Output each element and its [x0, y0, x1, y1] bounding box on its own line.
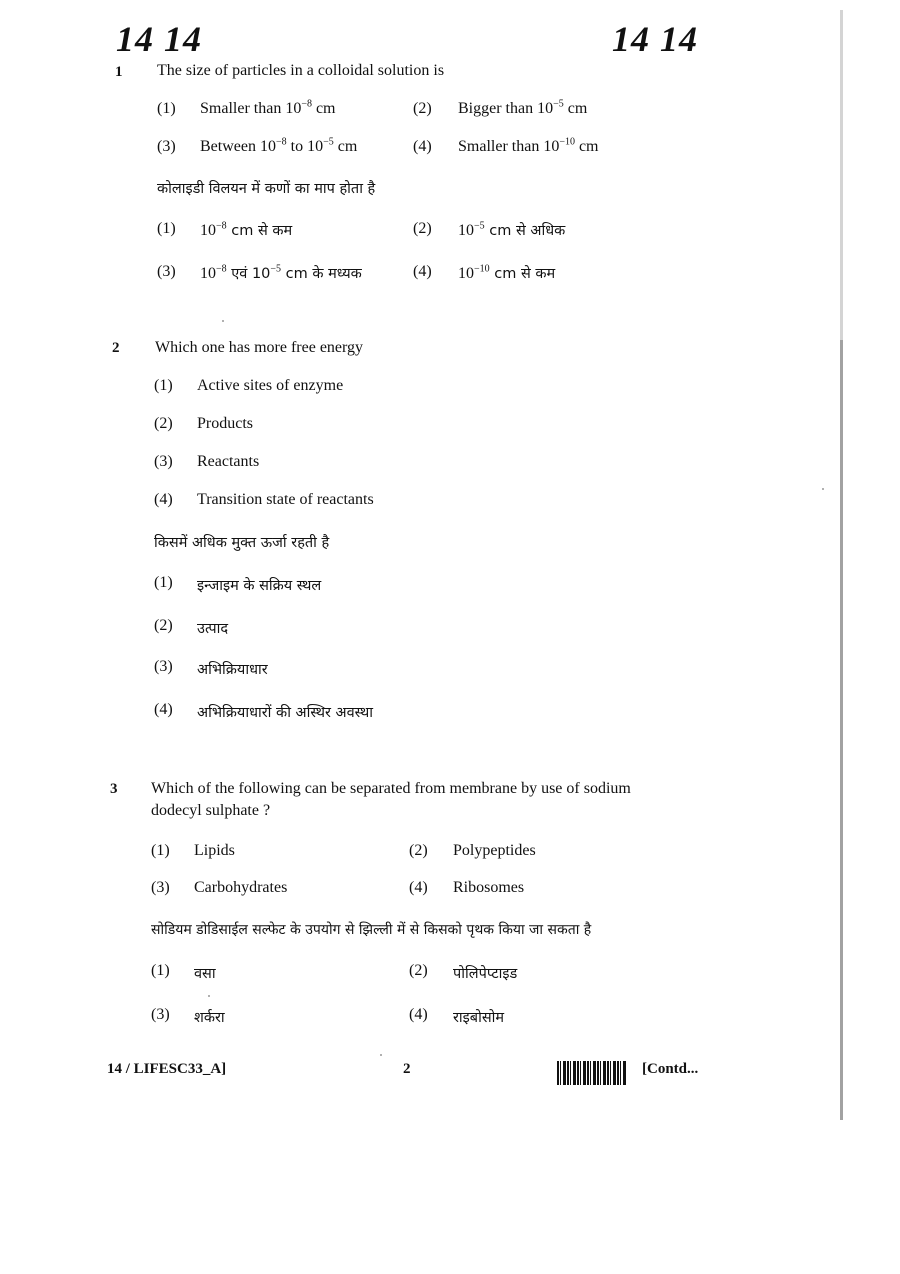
q1-hindi-option-2-text: $10^{-5}$ cm से अधिक	[458, 220, 566, 239]
question-2-text: Which one has more free energy	[155, 339, 364, 356]
q1-option-3-label: (3)	[157, 138, 176, 155]
scan-speck	[208, 995, 210, 997]
q2-hindi-option-4-text: अभिक्रियाधारों की अस्थिर अवस्था	[197, 705, 374, 721]
q2-option-1-label: (1)	[154, 377, 173, 394]
q1-hindi-option-3-text: $10^{-8}$ एवं $10^{-5}$ cm के मध्यक	[200, 263, 362, 282]
q2-hindi-option-1-label: (1)	[154, 574, 173, 591]
q1-option-3-text: Between $10^{-8}$ to $10^{-5}$ cm	[200, 136, 358, 155]
q3-option-3-label: (3)	[151, 879, 170, 896]
q1-hindi-option-1-text: $10^{-8}$ cm से कम	[200, 220, 293, 239]
scan-speck	[822, 488, 824, 490]
q2-hindi-option-1-text: इन्जाइम के सक्रिय स्थल	[197, 578, 322, 594]
q1-hindi-option-4-label: (4)	[413, 263, 432, 280]
q2-hindi-option-2-label: (2)	[154, 617, 173, 634]
q1-option-2-text: Bigger than $10^{-5}$ cm	[458, 98, 588, 117]
q3-hindi-option-2-label: (2)	[409, 962, 428, 979]
q3-option-4-label: (4)	[409, 879, 428, 896]
q2-hindi-option-4-label: (4)	[154, 701, 173, 718]
q1-option-4-text: Smaller than $10^{-10}$ cm	[458, 136, 599, 155]
question-1-number: 1	[115, 64, 123, 80]
q3-option-4-text: Ribosomes	[453, 879, 525, 896]
footer-page-number: 2	[403, 1061, 411, 1077]
q3-hindi-option-1-text: वसा	[194, 966, 216, 982]
scan-binding-edge	[840, 340, 843, 1120]
scan-speck	[222, 320, 224, 322]
question-3-text-line-1: Which of the following can be separated from membrane by use of sodium	[151, 780, 631, 797]
q1-hindi-text: कोलाइडी विलयन में कणों का माप होता है	[157, 181, 376, 197]
q2-hindi-option-3-label: (3)	[154, 658, 173, 675]
q2-option-4-label: (4)	[154, 491, 173, 508]
q3-hindi-option-4-label: (4)	[409, 1006, 428, 1023]
question-2-number: 2	[112, 340, 120, 356]
q2-option-4-text: Transition state of reactants	[197, 491, 374, 508]
q3-hindi-option-3-text: शर्करा	[194, 1010, 225, 1026]
footer-continued: [Contd...	[642, 1061, 699, 1077]
q1-hindi-option-1-label: (1)	[157, 220, 176, 237]
q3-option-1-label: (1)	[151, 842, 170, 859]
barcode-image	[557, 1061, 627, 1085]
q3-hindi-option-4-text: राइबोसोम	[453, 1010, 505, 1026]
q1-hindi-option-3-label: (3)	[157, 263, 176, 280]
scan-edge-line	[840, 10, 843, 340]
q2-option-1-text: Active sites of enzyme	[197, 377, 344, 394]
q3-hindi-option-2-text: पोलिपेप्टाइड	[453, 966, 518, 982]
q1-hindi-option-2-label: (2)	[413, 220, 432, 237]
q3-option-1-text: Lipids	[194, 842, 235, 859]
q2-hindi-option-3-text: अभिक्रियाधार	[197, 662, 268, 678]
scan-speck	[380, 1054, 382, 1056]
footer-paper-code: 14 / LIFESC33_A]	[107, 1061, 227, 1077]
question-1-text: The size of particles in a colloidal solution is	[157, 62, 445, 79]
q3-option-2-text: Polypeptides	[453, 842, 536, 859]
q1-option-1-label: (1)	[157, 100, 176, 117]
paper-code-left: 14 14	[116, 19, 202, 59]
q2-option-2-text: Products	[197, 415, 253, 432]
question-3-number: 3	[110, 781, 118, 797]
q2-option-3-text: Reactants	[197, 453, 260, 470]
q3-option-3-text: Carbohydrates	[194, 879, 288, 896]
q2-hindi-option-2-text: उत्पाद	[197, 621, 229, 637]
q2-hindi-text: किसमें अधिक मुक्त ऊर्जा रहती है	[154, 535, 330, 551]
q2-option-2-label: (2)	[154, 415, 173, 432]
q3-hindi-option-1-label: (1)	[151, 962, 170, 979]
paper-code-right: 14 14	[612, 19, 698, 59]
q3-hindi-text: सोडियम डोडिसाईल सल्फेट के उपयोग से झिल्ली में से किसको पृथक किया जा सकता है	[151, 922, 592, 938]
q1-option-4-label: (4)	[413, 138, 432, 155]
q3-option-2-label: (2)	[409, 842, 428, 859]
q2-option-3-label: (3)	[154, 453, 173, 470]
question-3-text-line-2: dodecyl sulphate ?	[151, 802, 271, 819]
q3-hindi-option-3-label: (3)	[151, 1006, 170, 1023]
q1-option-1-text: Smaller than $10^{-8}$ cm	[200, 98, 336, 117]
q1-hindi-option-4-text: $10^{-10}$ cm से कम	[458, 263, 556, 282]
q1-option-2-label: (2)	[413, 100, 432, 117]
